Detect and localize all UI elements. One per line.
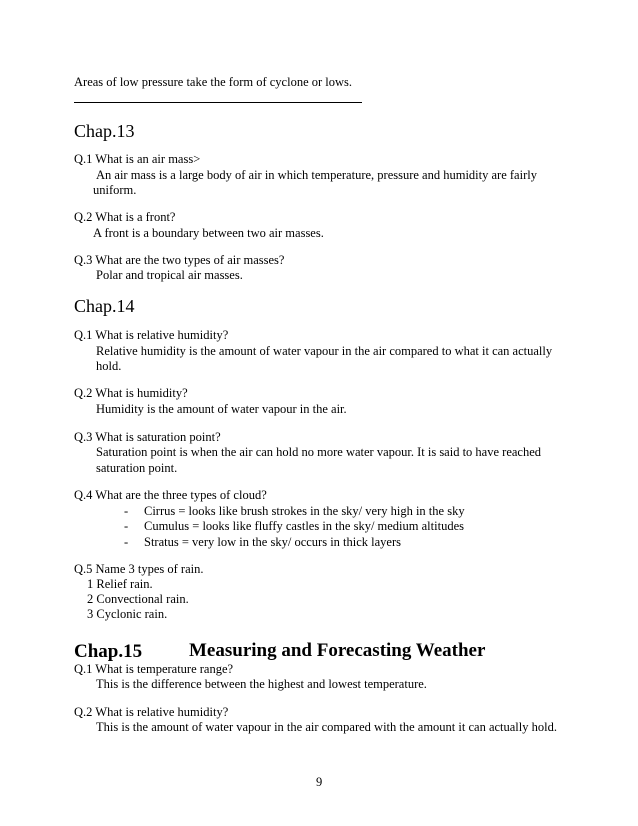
chap13-q2: Q.2 What is a front? [74, 210, 176, 224]
cloud-item: Cumulus = looks like fluffy castles in the sky/ medium altitudes [144, 519, 464, 533]
chap15-q2: Q.2 What is relative humidity? [74, 705, 229, 719]
chap15-q1: Q.1 What is temperature range? [74, 662, 234, 676]
chap14-a1-line1: Relative humidity is the amount of water vapour in the air compared to what it can actually [96, 344, 553, 358]
chap14-q5: Q.5 Name 3 types of rain. [74, 562, 204, 576]
rain-item: 3 Cyclonic rain. [87, 607, 168, 621]
chap14-a2: Humidity is the amount of water vapour in the air. [96, 402, 347, 416]
chap13-a1-line2: uniform. [93, 183, 137, 197]
chap13-title: Chap.13 [74, 121, 135, 141]
chap14-a3-line1: Saturation point is when the air can hold no more water vapour. It is said to have reached [96, 445, 542, 459]
chap15-title: Chap.15 [74, 641, 143, 662]
chap13-q1: Q.1 What is an air mass> [74, 152, 201, 166]
chap14-a3-line2: saturation point. [96, 461, 178, 475]
chap14-a1-line2: hold. [96, 359, 122, 373]
chap14-q2: Q.2 What is humidity? [74, 386, 188, 400]
chap14-q4: Q.4 What are the three types of cloud? [74, 488, 267, 502]
bullet-dash: - [124, 535, 129, 549]
chap14-q1: Q.1 What is relative humidity? [74, 328, 229, 342]
divider-line [74, 102, 362, 103]
rain-item: 2 Convectional rain. [87, 592, 189, 606]
cloud-item: Cirrus = looks like brush strokes in the sky/ very high in the sky [144, 504, 465, 518]
intro-text: Areas of low pressure take the form of cyclone or lows. [74, 75, 353, 89]
chap15-heading: Measuring and Forecasting Weather [189, 640, 486, 661]
page-number: 9 [316, 775, 323, 789]
chap15-a1: This is the difference between the highest and lowest temperature. [96, 677, 427, 691]
chap13-a3: Polar and tropical air masses. [96, 268, 243, 282]
chap13-a2: A front is a boundary between two air masses. [93, 226, 324, 240]
chap13-q3: Q.3 What are the two types of air masses? [74, 253, 285, 267]
chap14-title: Chap.14 [74, 296, 135, 316]
bullet-dash: - [124, 519, 129, 533]
chap14-q3: Q.3 What is saturation point? [74, 430, 221, 444]
bullet-dash: - [124, 504, 129, 518]
rain-item: 1 Relief rain. [87, 577, 153, 591]
chap15-a2: This is the amount of water vapour in the air compared with the amount it can actually hold. [96, 720, 557, 734]
chap13-a1-line1: An air mass is a large body of air in which temperature, pressure and humidity are fairly [96, 168, 537, 182]
cloud-item: Stratus = very low in the sky/ occurs in thick layers [144, 535, 402, 549]
